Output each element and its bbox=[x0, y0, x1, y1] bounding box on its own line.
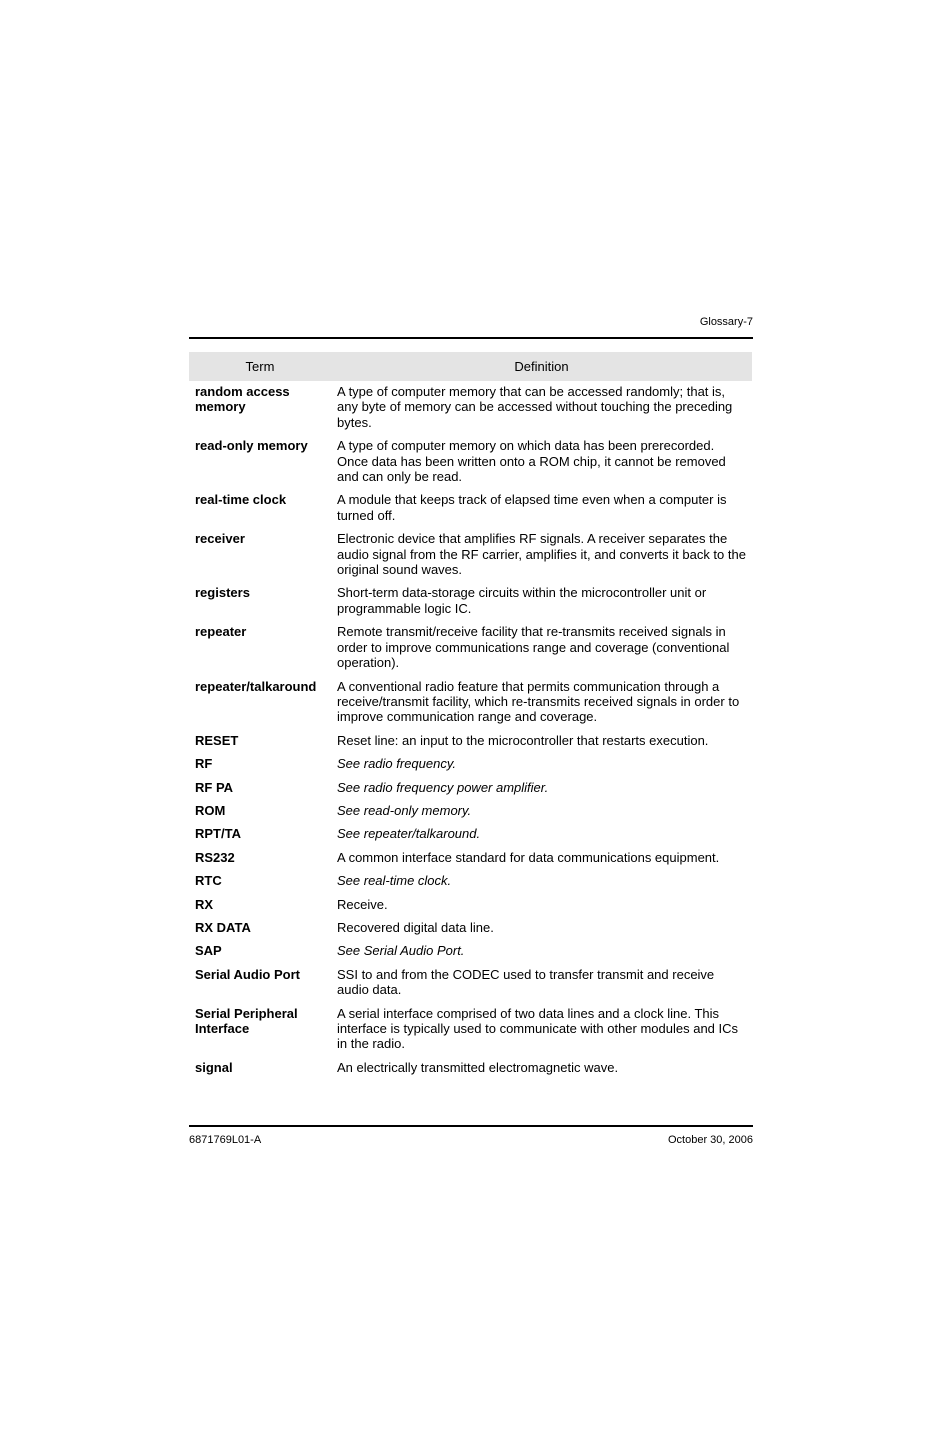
glossary-definition: A serial interface comprised of two data lines and a clock line. This interface is typically used to communicate with other modules and ICs in the radio. bbox=[337, 1005, 739, 1052]
publication-date: October 30, 2006 bbox=[667, 1134, 753, 1146]
glossary-term: RS232 bbox=[195, 849, 235, 865]
glossary-term: receiver bbox=[195, 531, 245, 547]
table-row bbox=[189, 821, 752, 844]
glossary-term: ROM bbox=[195, 802, 226, 818]
table-row bbox=[189, 1001, 752, 1055]
glossary-term: RTC bbox=[195, 873, 222, 889]
glossary-term: RX DATA bbox=[195, 919, 251, 935]
glossary-term: repeater/talkaround bbox=[195, 678, 317, 694]
glossary-term: repeater bbox=[195, 624, 247, 640]
table-row bbox=[189, 892, 752, 915]
glossary-definition: SSI to and from the CODEC used to transfer transmit and receive audio data. bbox=[337, 966, 715, 998]
glossary-term: real-time clock bbox=[195, 492, 287, 508]
table-row bbox=[189, 1055, 752, 1078]
glossary-definition: A module that keeps track of elapsed time even when a computer is turned off. bbox=[337, 492, 727, 523]
table-row bbox=[189, 728, 752, 751]
table-row bbox=[189, 915, 752, 938]
glossary-definition: Receive. bbox=[337, 896, 388, 912]
glossary-definition: A type of computer memory that can be accessed randomly; that is, any byte of memory can be accessed without touching the preceding bytes. bbox=[337, 384, 733, 430]
glossary-definition: See radio frequency. bbox=[337, 756, 456, 772]
page-header bbox=[189, 316, 753, 339]
table-row bbox=[189, 962, 752, 1001]
column-header-term: Term bbox=[189, 352, 331, 381]
glossary-term: SAP bbox=[195, 943, 222, 959]
glossary-definition: A conventional radio feature that permits communication through a receive/transmit facility, which re-transmits received signals in order to improve communication range and coverage. bbox=[337, 678, 740, 725]
column-header-definition: Definition bbox=[331, 352, 752, 381]
glossary-term: RF PA bbox=[195, 779, 234, 795]
document-number: 6871769L01-A bbox=[189, 1134, 262, 1146]
table-header-row bbox=[189, 352, 752, 381]
glossary-term: RPT/TA bbox=[195, 826, 241, 842]
glossary-term: read-only memory bbox=[195, 438, 308, 454]
table-row bbox=[189, 674, 752, 728]
table-row bbox=[189, 619, 752, 673]
table-row bbox=[189, 487, 752, 526]
table-row bbox=[189, 526, 752, 580]
glossary-definition: Remote transmit/receive facility that re-transmits received signals in order to improve communications range and coverage (conventional operation). bbox=[337, 624, 730, 671]
page-footer bbox=[189, 1125, 753, 1146]
table-row bbox=[189, 433, 752, 487]
glossary-definition: See radio frequency power amplifier. bbox=[337, 779, 549, 795]
table-row bbox=[189, 938, 752, 961]
glossary-definition: See repeater/talkaround. bbox=[337, 826, 481, 842]
table-row bbox=[189, 845, 752, 868]
glossary-term: RESET bbox=[195, 732, 239, 748]
glossary-term: RX bbox=[195, 896, 214, 912]
glossary-definition: Recovered digital data line. bbox=[337, 919, 494, 935]
glossary-term: RF bbox=[195, 756, 213, 772]
table-row bbox=[189, 381, 752, 433]
glossary-definition: Reset line: an input to the microcontroller that restarts execution. bbox=[337, 732, 709, 748]
glossary-term: signal bbox=[195, 1059, 233, 1075]
glossary-definition: Short-term data-storage circuits within the microcontroller unit or programmable logic IC. bbox=[337, 585, 707, 616]
table-row bbox=[189, 775, 752, 798]
glossary-definition: See real-time clock. bbox=[337, 873, 452, 889]
table-row bbox=[189, 798, 752, 821]
glossary-term: Serial Peripheral Interface bbox=[195, 1005, 298, 1036]
glossary-definition: See read-only memory. bbox=[337, 802, 472, 818]
table-row bbox=[189, 751, 752, 774]
glossary-definition: An electrically transmitted electromagnetic wave. bbox=[337, 1059, 619, 1075]
table-row bbox=[189, 580, 752, 619]
glossary-table bbox=[189, 352, 752, 1078]
page-number: Glossary-7 bbox=[699, 316, 753, 328]
glossary-term: Serial Audio Port bbox=[195, 966, 300, 982]
table-row bbox=[189, 868, 752, 891]
glossary-definition: A common interface standard for data communications equipment. bbox=[337, 849, 720, 865]
glossary-definition: Electronic device that amplifies RF signals. A receiver separates the audio signal from the RF carrier, amplifies it, and converts it back to the original sound waves. bbox=[337, 531, 746, 578]
glossary-term: random access memory bbox=[195, 384, 290, 415]
glossary-term: registers bbox=[195, 585, 250, 601]
glossary-definition: See Serial Audio Port. bbox=[337, 943, 465, 959]
glossary-definition: A type of computer memory on which data has been prerecorded. Once data has been written onto a ROM chip, it cannot be removed and can only be read. bbox=[337, 438, 726, 485]
glossary-body bbox=[189, 381, 752, 1078]
